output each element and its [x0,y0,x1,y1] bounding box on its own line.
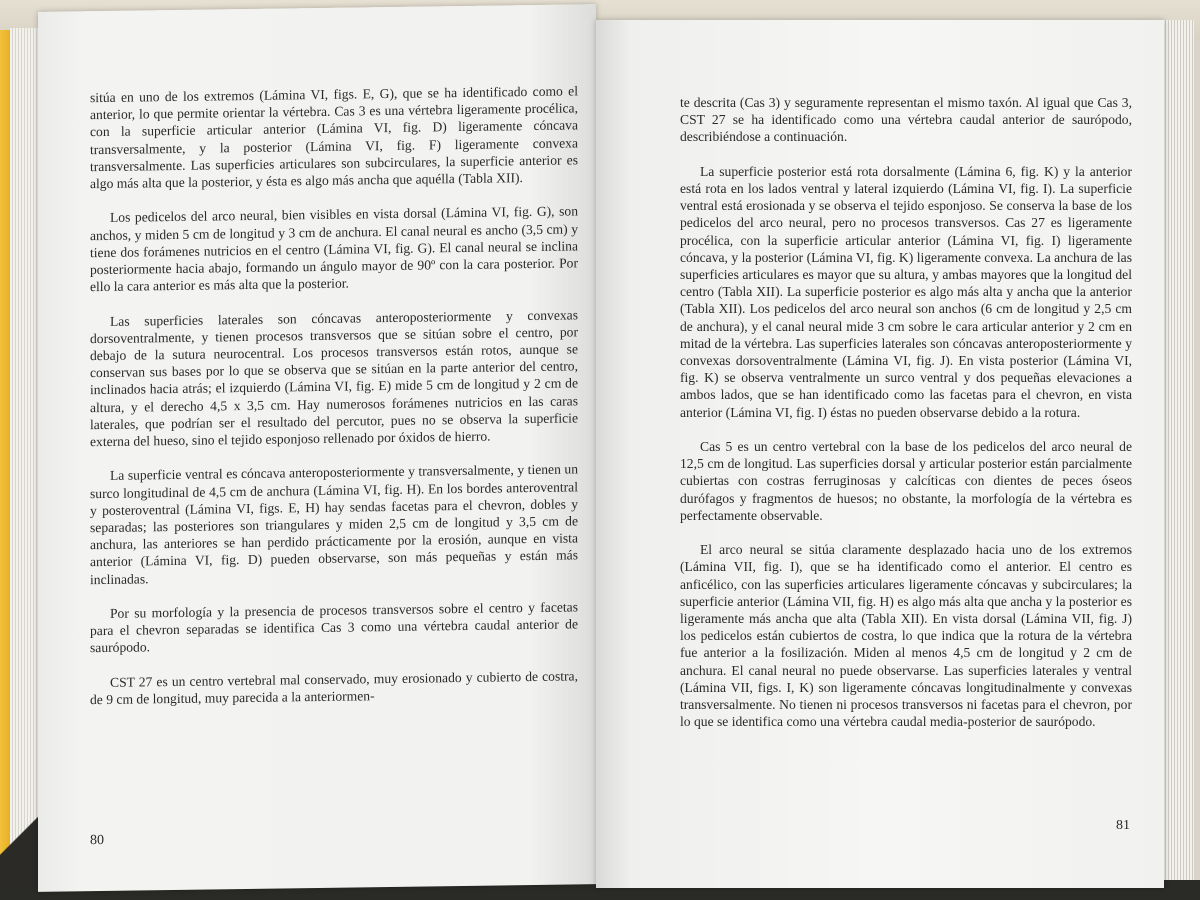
paragraph: Por su morfología y la presencia de procesos transversos sobre el centro y facetas para el chevron separadas se identifica Cas 3 como una vértebra caudal anterior de saurópodo. [90,599,578,656]
left-page-text [90,82,578,725]
paragraph: CST 27 es un centro vertebral mal conservado, muy erosionado y cubierto de costra, de 9 cm de longitud, muy parecida a la anteriormen- [90,668,578,708]
left-page [38,4,596,892]
paragraph: Cas 5 es un centro vertebral con la base de los pedicelos del arco neural de 12,5 cm de longitud. Las superficies dorsal y articular posterior están parcialmente cubiertas con costras ferruginosas y calcíticas con dientes de peces óseos durófagos y fragmentos de huesos; no obstante, la morfología de la vértebra es perfectamente observable. [680,439,1132,523]
paragraph: te descrita (Cas 3) y seguramente representan el mismo taxón. Al igual que Cas 3, CST 27 se ha identificado como una vértebra caudal anterior de saurópodo, describiéndose a continuación. [680,95,1132,145]
paragraph: La superficie ventral es cóncava anteroposteriormente y transversalmente, y tienen un surco longitudinal de 4,5 cm de anchura (Lámina VI, fig. H). En los bordes anteroventral y posteroventral (Lámina VI, figs. E, H) hay sendas facetas para el chevron, dobles y separadas; las posteriores son triangulares y miden 2,5 cm de longitud y 3,5 cm de anchura, las anteriores se han perdido prácticamente por la erosión, aunque en vista anterior (Lámina VI, fig. D) pueden observarse, son más pequeñas y están más inclinadas. [90,461,578,587]
right-page-text [680,94,1132,748]
page-number: 81 [1116,818,1130,833]
page-number: 80 [90,832,104,849]
paragraph: La superficie posterior está rota dorsalmente (Lámina 6, fig. K) y la anterior está rota en los lados ventral y lateral izquierdo (Lámina VI, fig. I). La superficie ventral está erosionada y se observa el tejido esponjoso. Se conserva la base de los pedicelos del arco neural, pero no procesos transversos. Cas 27 es ligeramente procélica, con la superficie articular anterior (Lámina VI, fig. I) ligeramente cóncava, y la posterior (Lámina VI, fig. K) ligeramente convexa. La anchura de las superficies articulares es mayor que su altura, y ambas mayores que la longitud del centro (Tabla XII). La superficie posterior es algo más alta y ancha que la anterior (Tabla XII). Los pedicelos del arco neural son anchos (6 cm de longitud y 2,5 cm de anchura), y el canal neural mide 3 cm sobre le cara articular anterior y 2 cm en mitad de la vértebra. Las superficies laterales son cóncavas anteroposteriormente y convexas dorsoventralmente (Lámina VI, fig. J). En vista posterior (Lámina VI, fig. K) se observa ventralmente un surco ventral y dos pequeñas elevaciones a ambos lados, que se han identificado como las facetas para el chevron, en vista anterior (Lámina VI, fig. I) éstas no pueden observarse debido a la rotura. [680,163,1132,420]
paragraph: El arco neural se sitúa claramente desplazado hacia uno de los extremos (Lámina VII, fig. I), que se ha identificado como el anterior. El centro es anficélico, con las superficies articulares ligeramente cóncavas y subcirculares; la superficie anterior (Lámina VII, fig. H) es algo más alta que ancha y la posterior es ligeramente más ancha que alta (Tabla XII). En vista dorsal (Lámina VII, fig. J) los pedicelos están cubiertos de costra, lo que indica que la rotura de la vértebra fue anterior a la fosilización. Miden al menos 4,5 cm de longitud y 2 cm de anchura. El canal neural no puede observarse. Las superficies laterales y ventral (Lámina VII, figs. I, K) son ligeramente cóncavas longitudinalmente y convexas transversalmente. No tienen ni procesos transversos ni facetas para el chevron, por lo que se identifica como una vértebra caudal media-posterior de saurópodo. [680,542,1132,730]
paragraph: sitúa en uno de los extremos (Lámina VI, figs. E, G), que se ha identificado como el anterior, lo que permite orientar la vértebra. Cas 3 es una vértebra ligeramente procélica, con la superficie articular anterior (Lámina VI, fig. D) ligeramente cóncava transversalmente, y la posterior (Lámina VI, fig. F) ligeramente convexa transversalmente. Las superficies articulares son subcirculares, la superficie anterior es algo más alta que la posterior, y ésta es algo más ancha que aquélla (Tabla XII). [90,83,578,192]
paragraph: Los pedicelos del arco neural, bien visibles en vista dorsal (Lámina VI, fig. G), son anchos, y miden 5 cm de longitud y 3 cm de anchura. El canal neural es ancho (3,5 cm) y tiene dos forámenes nutricios en el centro (Lámina VI, fig. G). El canal neural se inclina posteriormente hacia abajo, formando un ángulo mayor de 90º con la cara posterior. Por ello la cara anterior es más alta que la posterior. [90,203,578,295]
paragraph: Las superficies laterales son cóncavas anteroposteriormente y convexas dorsoventralmente, y tienen procesos transversos que se sitúan sobre el centro, por debajo de la sutura neurocentral. Los procesos transversos están rotos, aunque se conservan sus bases por lo que se observa que se sitúan en la parte anterior del centro, inclinados hacia atrás; el izquierdo (Lámina VI, fig. E) mide 5 cm de longitud y 2 cm de altura, y el derecho 4,5 x 3,5 cm. Hay numerosos forámenes nutricios en las caras laterales, que podrían ser el resultado del percutor, pues no se observa la superficie externa del hueso, sino el tejido esponjoso rellenado por óxidos de hierro. [90,306,578,450]
right-page [596,20,1164,888]
right-page-stack [1160,20,1194,890]
